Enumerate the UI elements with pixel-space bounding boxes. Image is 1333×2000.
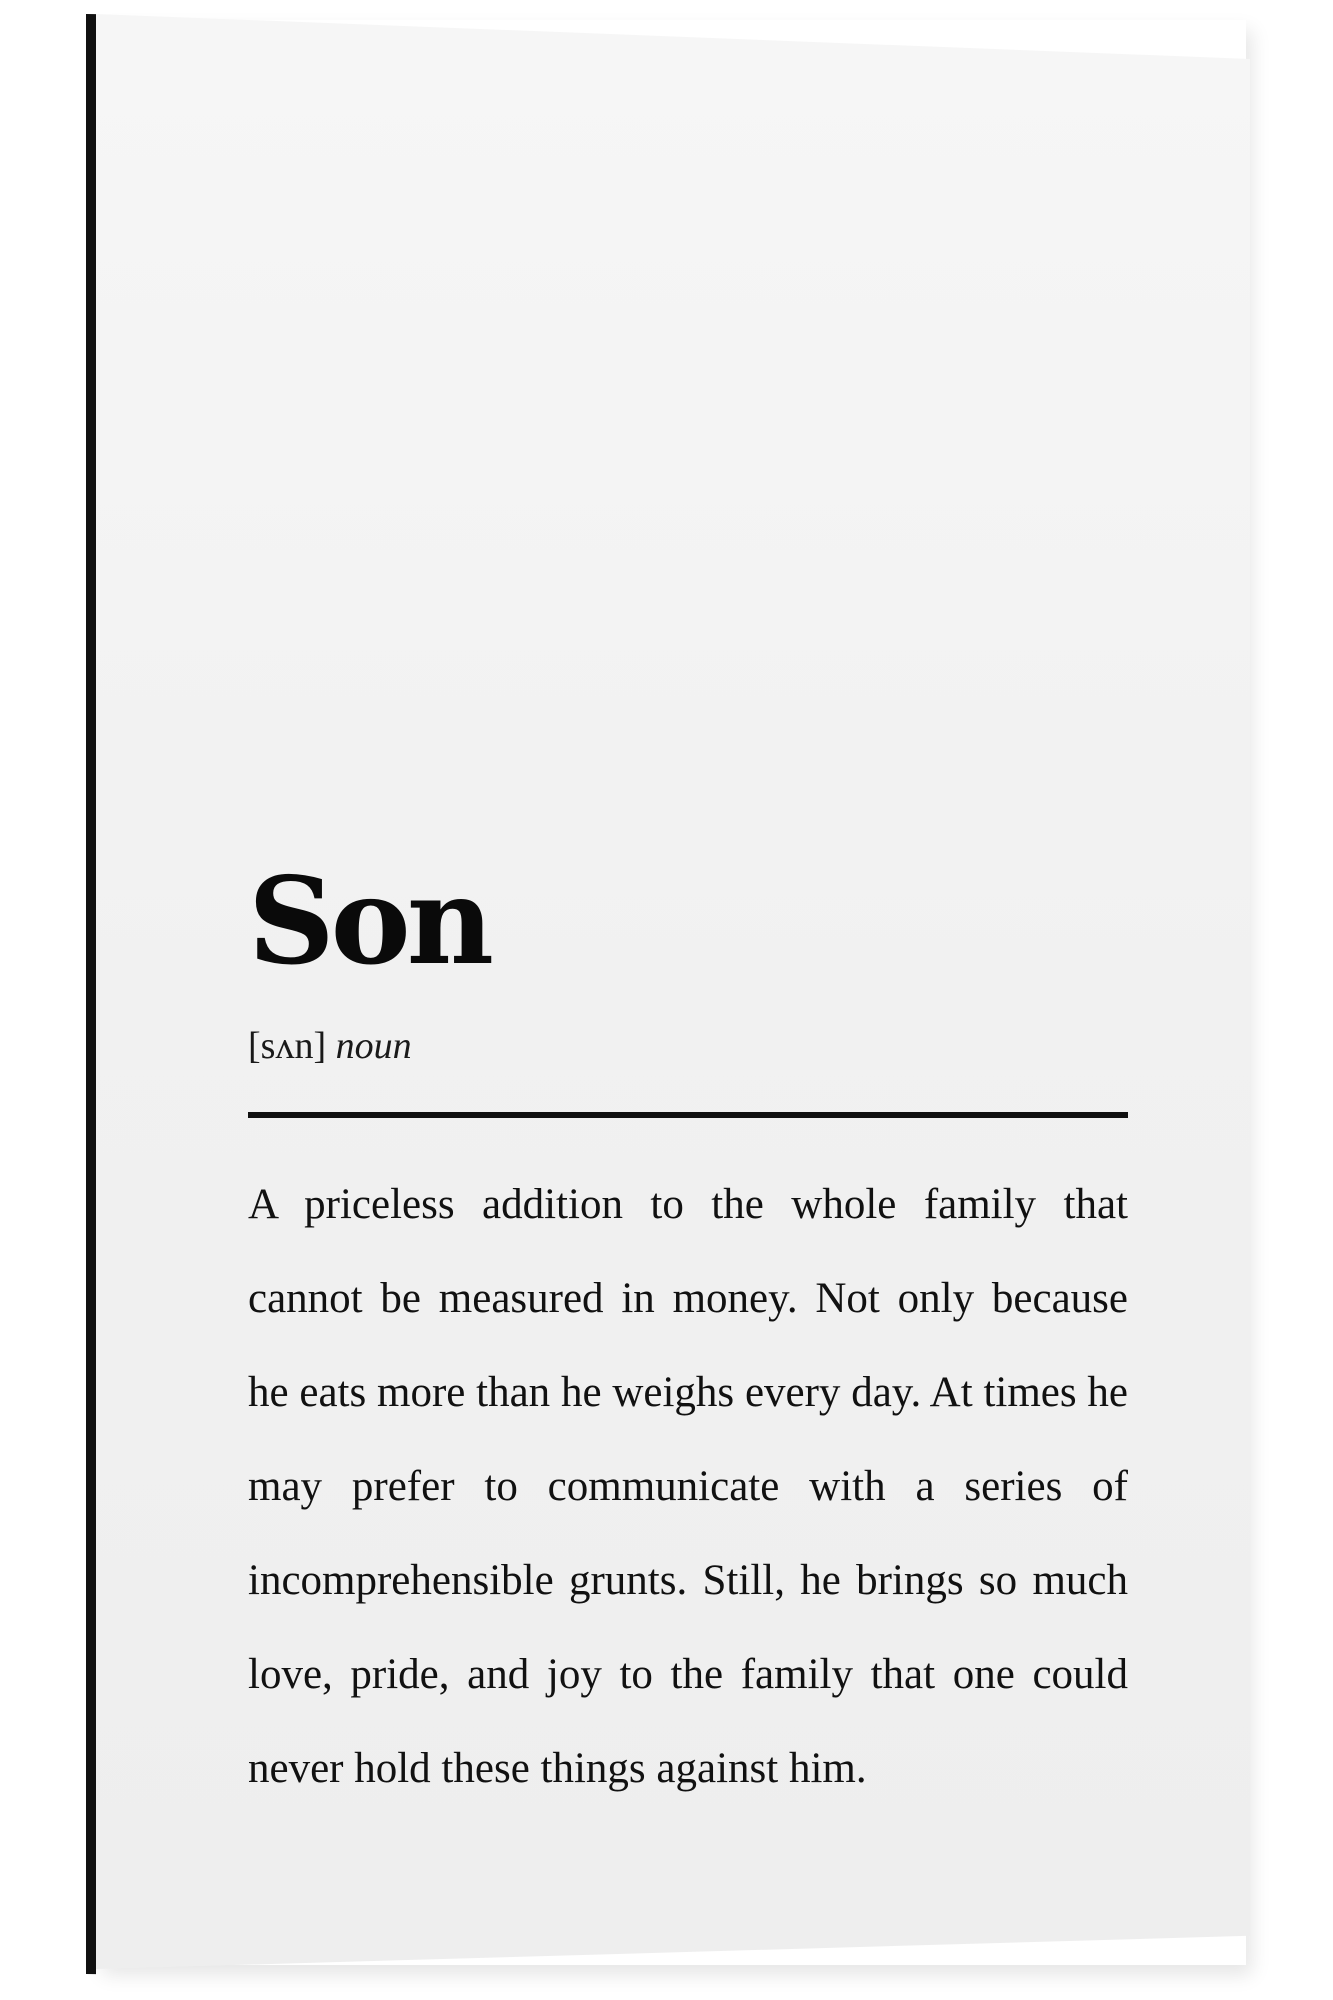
pronunciation-line <box>248 1024 1128 1070</box>
headword: Son <box>248 851 490 992</box>
part-of-speech: noun <box>335 1025 412 1067</box>
definition-block <box>248 851 1128 1859</box>
divider-line <box>248 1112 1128 1118</box>
poster-edge <box>86 14 96 1974</box>
definition-text: A priceless addition to the whole family that cannot be measured in money. Not only because he eats more than he weighs every day. At times he may prefer to communicate with a series of incomprehensible grunts. Still, he brings so much love, pride, and joy to the family that one could never hold these things against him. <box>248 1180 1128 1792</box>
pronunciation: [sʌn] <box>248 1025 327 1067</box>
